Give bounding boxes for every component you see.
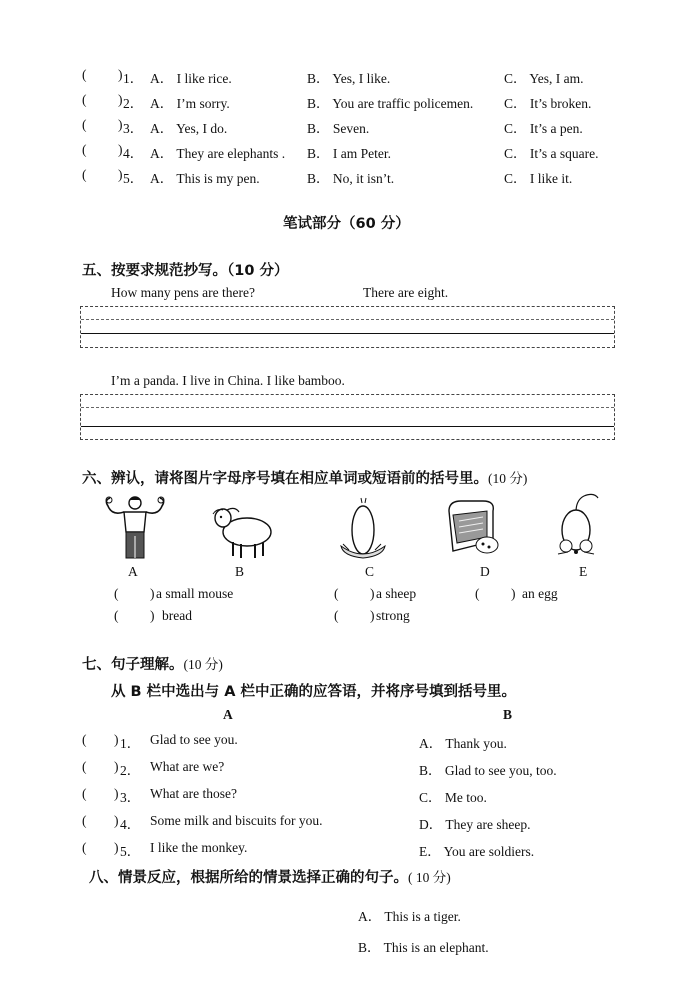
answer-paren-open: ( <box>114 608 119 623</box>
question-text: What are those? <box>150 786 237 801</box>
guide-line <box>81 407 614 408</box>
answer-paren-open: ( <box>334 586 339 601</box>
item-text: an egg <box>522 586 558 601</box>
section8-header <box>89 866 451 887</box>
question-number: 5． <box>120 844 141 859</box>
picture-letter-a: A <box>128 564 138 579</box>
answer-paren-close: ) <box>114 813 119 828</box>
option-c: C． It’s a square. <box>504 146 599 161</box>
answer-option: A． Thank you. <box>419 736 507 751</box>
section7-title: 七、句子理解。 <box>82 657 184 673</box>
answer-paren-open: ( <box>82 840 87 855</box>
answer-paren-close: ) <box>511 586 516 601</box>
writing-lines-box-1[interactable] <box>80 306 615 348</box>
answer-paren-close: ) <box>114 759 119 774</box>
mouse-picture <box>550 492 602 560</box>
answer-paren-open: ( <box>114 586 119 601</box>
answer-paren-close: ) <box>118 167 123 182</box>
copy-sentence-2: I’m a panda. I live in China. I like bamboo. <box>111 373 345 388</box>
section5-title: 五、按要求规范抄写。（10 分） <box>82 263 289 279</box>
question-number: 5． <box>123 171 144 186</box>
answer-paren-close: ) <box>118 67 123 82</box>
question-number: 4． <box>120 817 141 832</box>
answer-paren-close: ) <box>370 586 375 601</box>
item-text: a small mouse <box>156 586 234 601</box>
answer-paren-open: ( <box>82 759 87 774</box>
answer-paren-open: ( <box>82 732 87 747</box>
option-a: A． They are elephants . <box>150 146 286 161</box>
option-b: B． Yes, I like. <box>307 71 391 86</box>
option-b: B． Seven. <box>307 121 370 136</box>
writing-lines-box-2[interactable] <box>80 394 615 440</box>
column-b-header: B <box>503 707 513 722</box>
section8-option-a: A． This is a tiger. <box>358 909 461 924</box>
answer-paren-open: ( <box>82 167 87 182</box>
question-number: 3． <box>120 790 141 805</box>
item-text: a sheep <box>376 586 417 601</box>
answer-option: E． You are soldiers. <box>419 844 535 859</box>
bread-picture <box>443 497 499 557</box>
option-a: A． This is my pen. <box>150 171 260 186</box>
section6-header <box>82 467 527 488</box>
option-a: A． I like rice. <box>150 71 232 86</box>
section7-header <box>82 653 223 674</box>
option-a: A． Yes, I do. <box>150 121 228 136</box>
base-line <box>81 426 614 427</box>
sheep-picture <box>205 500 277 560</box>
option-b: B． I am Peter. <box>307 146 391 161</box>
guide-line <box>81 319 614 320</box>
question-text: What are we? <box>150 759 225 774</box>
option-c: C． I like it. <box>504 171 573 186</box>
section6-score: (10 分) <box>488 471 528 486</box>
item-text: strong <box>376 608 410 623</box>
written-part-title: 笔试部分（60 分） <box>283 216 410 232</box>
answer-paren-open: ( <box>334 608 339 623</box>
picture-letter-d: D <box>480 564 490 579</box>
answer-paren-close: ) <box>118 92 123 107</box>
answer-option: B． Glad to see you, too. <box>419 763 557 778</box>
strong-man-picture <box>98 494 178 560</box>
section6-title: 六、辨认，请将图片字母序号填在相应单词或短语前的括号里。 <box>82 471 488 487</box>
question-number: 1． <box>123 71 144 86</box>
answer-paren-close: ) <box>114 732 119 747</box>
picture-letter-b: B <box>235 564 245 579</box>
option-b: B． You are traffic policemen. <box>307 96 474 111</box>
answer-option: C． Me too. <box>419 790 487 805</box>
answer-paren-close: ) <box>150 586 155 601</box>
base-line <box>81 333 614 334</box>
answer-paren-open: ( <box>82 117 87 132</box>
answer-paren-close: ) <box>114 840 119 855</box>
answer-paren-open: ( <box>82 813 87 828</box>
section8-score: ( 10 分) <box>408 870 451 885</box>
section8-title: 八、情景反应，根据所给的情景选择正确的句子。 <box>89 870 408 886</box>
picture-letter-c: C <box>365 564 375 579</box>
option-a: A． I’m sorry. <box>150 96 230 111</box>
answer-paren-open: ( <box>82 92 87 107</box>
answer-paren-close: ) <box>118 117 123 132</box>
answer-paren-close: ) <box>118 142 123 157</box>
question-number: 3． <box>123 121 144 136</box>
answer-paren-open: ( <box>82 786 87 801</box>
section7-score: (10 分) <box>183 657 223 672</box>
answer-paren-close: ) <box>150 608 155 623</box>
section8-option-b: B． This is an elephant. <box>358 940 489 955</box>
option-b: B． No, it isn’t. <box>307 171 395 186</box>
section7-instruction: 从 B 栏中选出与 A 栏中正确的应答语，并将序号填到括号里。 <box>111 684 516 700</box>
answer-paren-open: ( <box>475 586 480 601</box>
question-number: 1． <box>120 736 141 751</box>
question-text: Glad to see you. <box>150 732 238 747</box>
picture-letter-e: E <box>579 564 588 579</box>
question-text: Some milk and biscuits for you. <box>150 813 323 828</box>
item-text: bread <box>162 608 192 623</box>
option-c: C． It’s broken. <box>504 96 592 111</box>
egg-picture <box>333 496 393 562</box>
copy-sentence-1a: How many pens are there? <box>111 285 255 300</box>
answer-paren-open: ( <box>82 67 87 82</box>
column-a-header: A <box>223 707 233 722</box>
answer-paren-open: ( <box>82 142 87 157</box>
answer-option: D． They are sheep. <box>419 817 531 832</box>
question-number: 2． <box>123 96 144 111</box>
question-number: 2． <box>120 763 141 778</box>
question-text: I like the monkey. <box>150 840 248 855</box>
answer-paren-close: ) <box>370 608 375 623</box>
question-number: 4． <box>123 146 144 161</box>
option-c: C． Yes, I am. <box>504 71 584 86</box>
answer-paren-close: ) <box>114 786 119 801</box>
copy-sentence-1b: There are eight. <box>363 285 449 300</box>
option-c: C． It’s a pen. <box>504 121 583 136</box>
